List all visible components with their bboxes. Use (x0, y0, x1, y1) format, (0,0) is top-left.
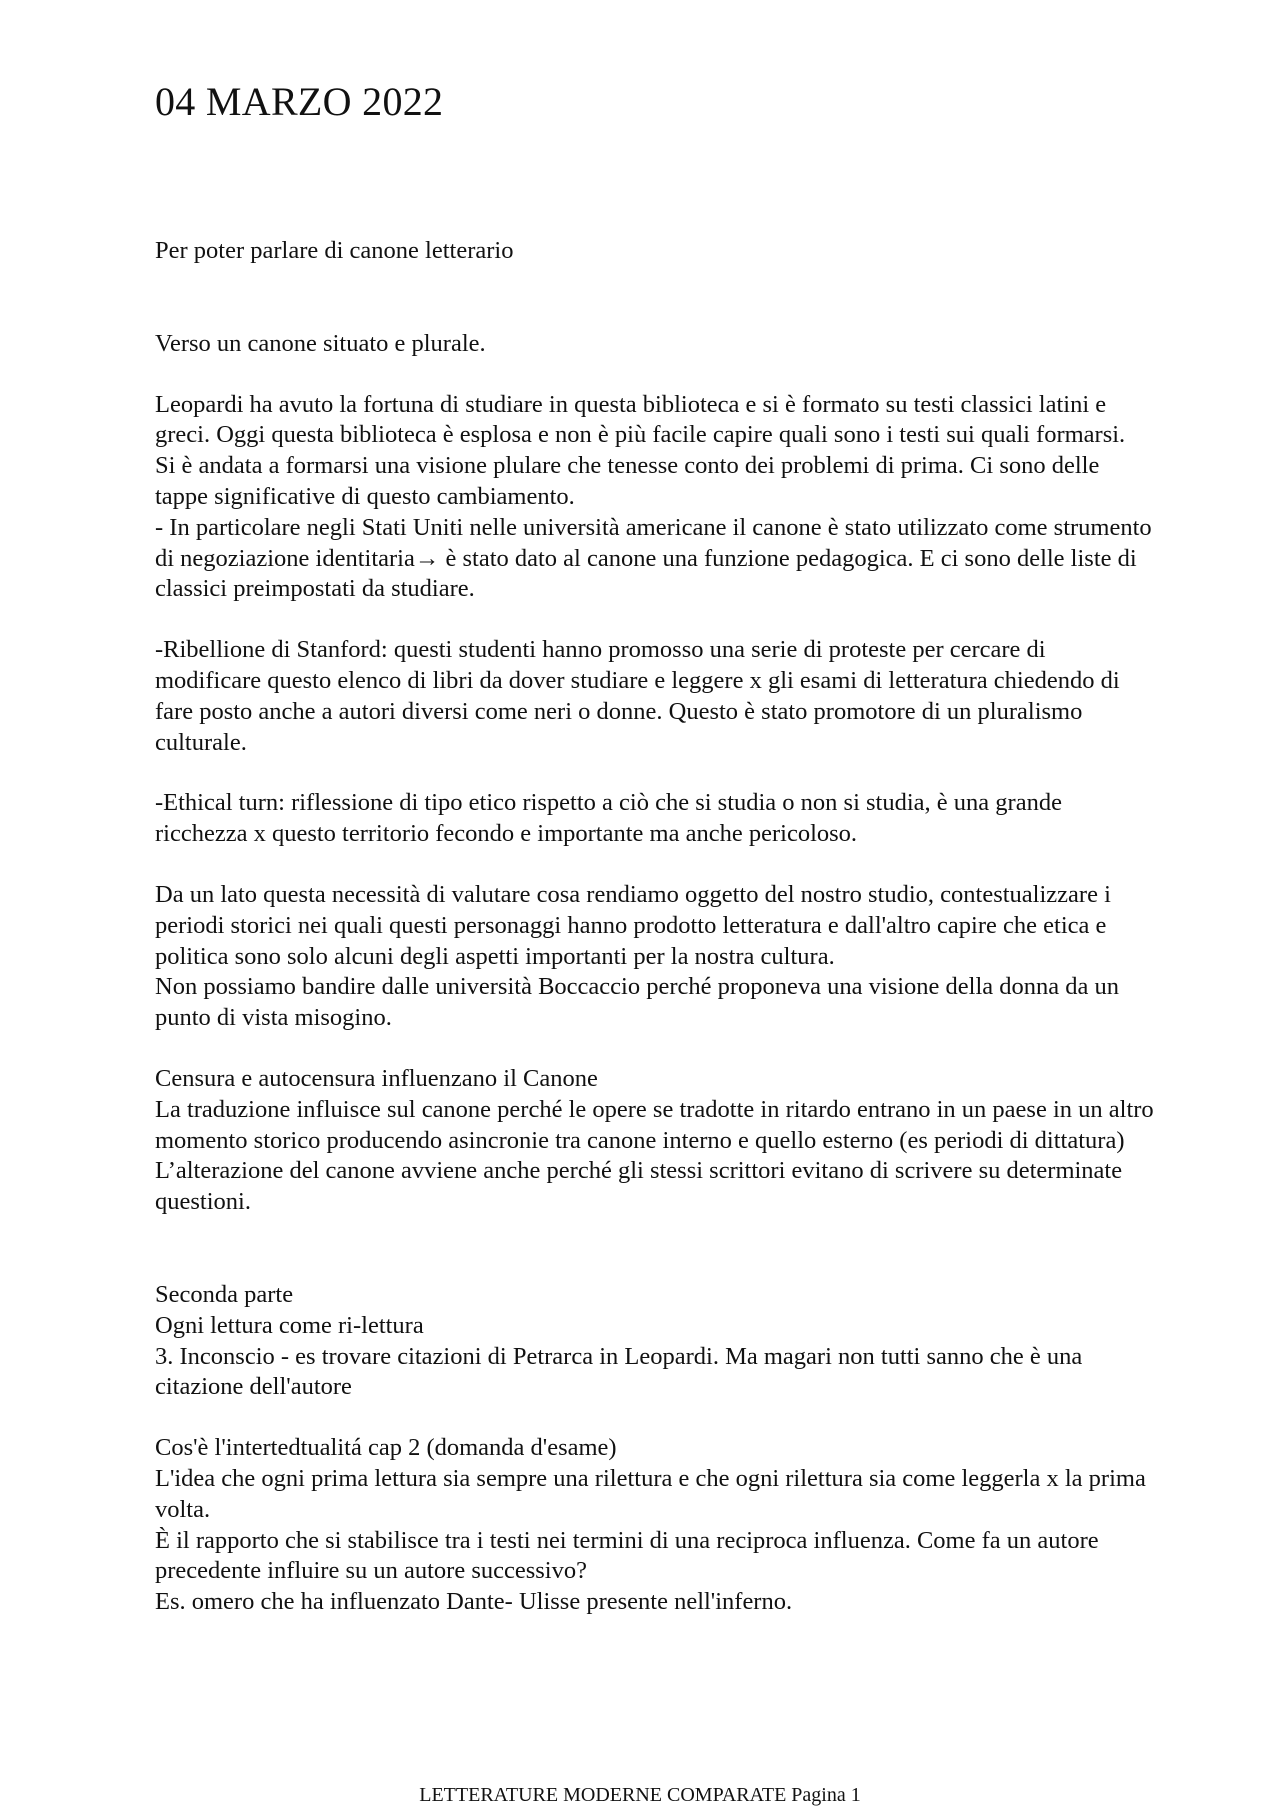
paragraph-rapporto: È il rapporto che si stabilisce tra i testi nei termini di una reciproca influenza. Come fa un autore precedente influire su un autore successivo? (155, 1526, 1099, 1585)
paragraph-omero: Es. omero che ha influenzato Dante- Ulisse presente nell'inferno. (155, 1588, 793, 1616)
paragraph-heading-canone: Verso un canone situato e plurale. (155, 329, 486, 357)
paragraph-rilettura: L'idea che ogni prima lettura sia sempre una rilettura e che ogni rilettura sia come leggerla x la prima volta. (155, 1464, 1146, 1523)
paragraph-alterazione: L’alterazione del canone avviene anche perché gli stessi scrittori evitano di scrivere su determinate questioni. (155, 1157, 1123, 1216)
paragraph-intro: Per poter parlare di canone letterario (155, 237, 514, 264)
paragraph-visione-plurale: Si è andata a formarsi una visione plulare che tenesse conto dei problemi di prima. Ci sono delle tappe significative di questo cambiamento. (155, 452, 1100, 510)
page-footer: LETTERATURE MODERNE COMPARATE Pagina 1 (419, 1784, 861, 1806)
paragraph-ethical-turn: -Ethical turn: riflessione di tipo etico rispetto a ciò che si studia o non si studia, è una grande ricchezza x questo territorio fecondo e importante ma anche pericoloso. (155, 789, 1062, 848)
document-body (155, 236, 1155, 1618)
paragraph-censura: Censura e autocensura influenzano il Canone (155, 1064, 598, 1092)
paragraph-stati-uniti: - In particolare negli Stati Uniti nelle università americane il canone è stato utilizzato come strumento di negoziazione identitaria→ è stato dato al canone una funzione pedagogica. E ci sono delle liste di classici preimpostati da studiare. (155, 513, 1152, 603)
paragraph-leopardi: Leopardi ha avuto la fortuna di studiare in questa biblioteca e si è formato su testi classici latini e greci. Oggi questa biblioteca è esplosa e non è più facile capire quali sono i testi sui quali formarsi. (155, 390, 1126, 449)
paragraph-inconscio: 3. Inconscio - es trovare citazioni di Petrarca in Leopardi. Ma magari non tutti sanno che è una citazione dell'autore (155, 1342, 1083, 1401)
paragraph-stanford: -Ribellione di Stanford: questi studenti hanno promosso una serie di proteste per cercare di modificare questo elenco di libri da dover studiare e leggere x gli esami di letteratura chiedendo di fare posto anche a autori diversi come neri o donne. Questo è stato promotore di un pluralismo culturale. (155, 636, 1120, 756)
page-title: 04 MARZO 2022 (155, 79, 444, 124)
paragraph-boccaccio: Non possiamo bandire dalle università Boccaccio perché proponeva una visione della donna da un punto di vista misogino. (155, 973, 1120, 1032)
paragraph-traduzione: La traduzione influisce sul canone perché le opere se tradotte in ritardo entrano in un paese in un altro momento storico producendo asincronie tra canone interno e quello esterno (es periodi di dittatura) (155, 1095, 1154, 1154)
paragraph-da-un-lato: Da un lato questa necessità di valutare cosa rendiamo oggetto del nostro studio, contestualizzare i periodi storici nei quali questi personaggi hanno prodotto letteratura e dall'altro capire che etica e politica sono solo alcuni degli aspetti importanti per la nostra cultura. (155, 880, 1111, 970)
paragraph-ri-lettura: Ogni lettura come ri-lettura (155, 1311, 424, 1339)
paragraph-intertestualita: Cos'è l'intertedtualitá cap 2 (domanda d'esame) (155, 1434, 617, 1462)
paragraph-seconda-parte: Seconda parte (155, 1280, 294, 1308)
